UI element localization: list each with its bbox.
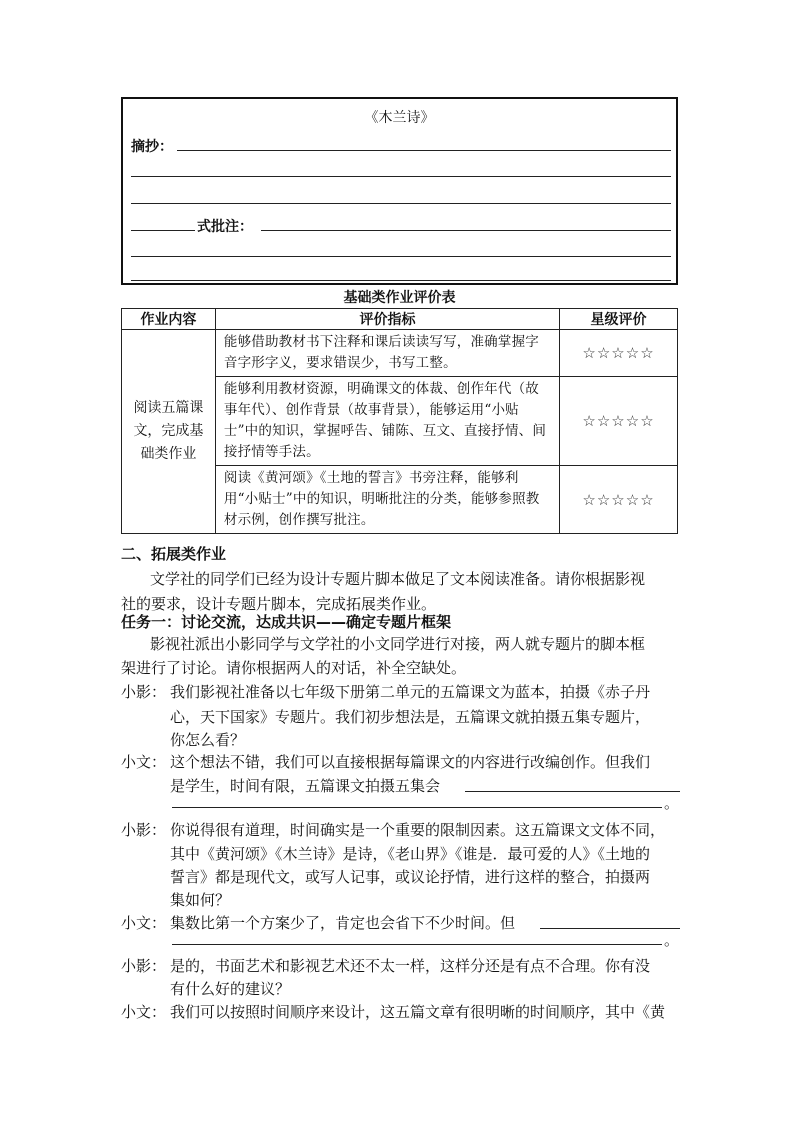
dialogue-line: 是学生，时间有限，五篇课文拍摄五集会 bbox=[170, 777, 441, 795]
star-rating[interactable]: ☆☆☆☆☆ bbox=[560, 330, 678, 377]
header-criteria: 评价指标 bbox=[215, 309, 559, 330]
header-rating: 星级评价 bbox=[560, 309, 678, 330]
table-title: 基础类作业评价表 bbox=[343, 290, 456, 306]
evaluation-table bbox=[121, 308, 678, 534]
task-intro-line: 架进行了讨论。请你根据两人的对话，补全空缺处。 bbox=[121, 659, 467, 677]
dialogue-line: 你说得很有道理，时间确实是一个重要的限制因素。这五篇课文文体不同， bbox=[170, 821, 666, 839]
speaker-label: 小文： bbox=[121, 1003, 167, 1021]
speaker-label: 小影： bbox=[121, 821, 167, 839]
star-rating[interactable]: ☆☆☆☆☆ bbox=[560, 466, 678, 534]
dialogue-line: 这个想法不错，我们可以直接根据每篇课文的内容进行改编创作。但我们 bbox=[170, 753, 651, 771]
dialogue-line: 是的，书面艺术和影视艺术还不太一样，这样分还是有点不合理。你有没 bbox=[170, 957, 651, 975]
table-row bbox=[122, 330, 678, 377]
excerpt-blank-3[interactable] bbox=[131, 203, 671, 204]
assignment-content: 阅读五篇课文，完成基础类作业 bbox=[122, 330, 216, 534]
criteria-cell: 能够借助教材书下注释和课后读读写写，准确掌握字音字形字义，要求错误少，书写工整。 bbox=[215, 330, 559, 377]
annotation-blank-2[interactable] bbox=[131, 256, 671, 257]
criteria-cell: 能够利用教材资源，明确课文的体裁、创作年代（故事年代）、创作背景（故事背景），能够运用“小贴士”中的知识，掌握呼告、铺陈、互文、直接抒情、间接抒情等手法。 bbox=[215, 377, 559, 466]
annotation-type-blank[interactable] bbox=[131, 230, 195, 231]
dialogue-line: 其中《黄河颂》《木兰诗》是诗，《老山界》《谁是．最可爱的人》《土地的 bbox=[170, 845, 651, 863]
dialogue-line: 集数比第一个方案少了，肯定也会省下不少时间。但 bbox=[170, 914, 516, 932]
speaker-label: 小影： bbox=[121, 957, 167, 975]
answer-blank[interactable] bbox=[172, 807, 662, 808]
criteria-cell: 阅读《黄河颂》《土地的誓言》书旁注释，能够利用“小贴士”中的知识，明晰批注的分类，能够参照教材示例，创作撰写批注。 bbox=[215, 466, 559, 534]
intro-line: 社的要求，设计专题片脚本，完成拓展类作业。 bbox=[121, 595, 437, 613]
answer-blank[interactable] bbox=[540, 928, 680, 929]
task-heading: 任务一：讨论交流，达成共识——确定专题片框架 bbox=[121, 613, 452, 631]
dialogue-line: 你怎么看？ bbox=[170, 731, 246, 749]
speaker-label: 小文： bbox=[121, 914, 167, 932]
answer-blank[interactable] bbox=[172, 944, 662, 945]
box-title: 《木兰诗》 bbox=[364, 110, 435, 126]
excerpt-blank-1[interactable] bbox=[177, 150, 671, 151]
dialogue-line: 我们影视社准备以七年级下册第二单元的五篇课文为蓝本，拍摄《赤子丹 bbox=[170, 683, 651, 701]
dialogue-line: 有什么好的建议？ bbox=[170, 980, 291, 998]
annotation-blank-3[interactable] bbox=[131, 280, 671, 281]
excerpt-label: 摘抄： bbox=[131, 139, 173, 155]
excerpt-blank-2[interactable] bbox=[131, 176, 671, 177]
speaker-label: 小影： bbox=[121, 683, 167, 701]
dialogue-line: 集如何？ bbox=[170, 891, 231, 909]
table-header-row bbox=[122, 309, 678, 330]
header-content: 作业内容 bbox=[122, 309, 216, 330]
end-period: 。 bbox=[664, 931, 680, 949]
annotation-blank-1[interactable] bbox=[261, 230, 671, 231]
annotation-label: 式批注： bbox=[197, 219, 253, 235]
task-intro-line: 影视社派出小影同学与文学社的小文同学进行对接，两人就专题片的脚本框 bbox=[150, 635, 646, 653]
section-heading: 二、拓展类作业 bbox=[121, 545, 227, 563]
excerpt-box bbox=[121, 97, 678, 285]
dialogue-line: 我们可以按照时间顺序来设计，这五篇文章有很明晰的时间顺序，其中《黄 bbox=[170, 1003, 666, 1021]
star-rating[interactable]: ☆☆☆☆☆ bbox=[560, 377, 678, 466]
dialogue-line: 心，天下国家》专题片。我们初步想法是，五篇课文就拍摄五集专题片， bbox=[170, 708, 651, 726]
dialogue-line: 誓言》都是现代文，或写人记事，或议论抒情，进行这样的整合，拍摄两 bbox=[170, 868, 651, 886]
speaker-label: 小文： bbox=[121, 753, 167, 771]
intro-line: 文学社的同学们已经为设计专题片脚本做足了文本阅读准备。请你根据影视 bbox=[150, 570, 646, 588]
answer-blank[interactable] bbox=[465, 791, 680, 792]
end-period: 。 bbox=[664, 794, 680, 812]
